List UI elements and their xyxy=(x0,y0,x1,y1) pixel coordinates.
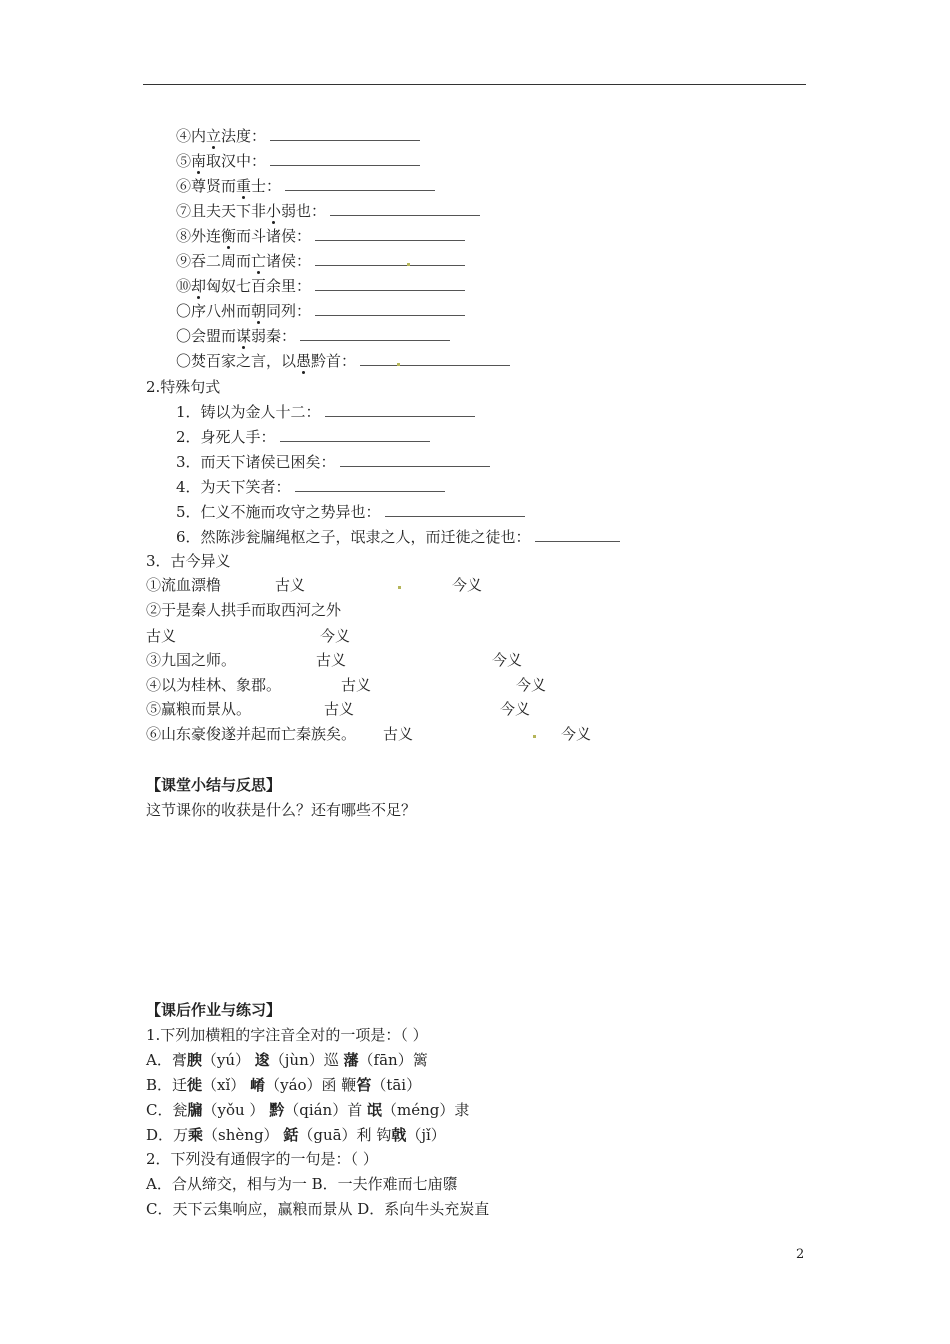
item-text: 同列： xyxy=(266,302,312,320)
item-marker: ⑥ xyxy=(176,177,192,195)
option-text: （xǐ） xyxy=(202,1076,251,1094)
item-marker: 〇 xyxy=(176,327,192,345)
section-1-item xyxy=(176,301,465,321)
question-2-option-line: C．天下云集响应，赢粮而景从 D．系向牛头充炭直 xyxy=(146,1200,490,1218)
item-marker: 〇 xyxy=(176,302,192,320)
sec3-question: ①流血漂橹 xyxy=(146,576,222,594)
emphasized-character: 亡 xyxy=(251,252,267,270)
answer-blank xyxy=(360,351,510,366)
jin-label: 今义 xyxy=(516,676,547,694)
item-text: 弱也： xyxy=(281,202,327,220)
emphasized-character: 朝 xyxy=(251,302,267,320)
section-3-heading: 3．古今异义 xyxy=(146,552,231,570)
item-text: 3．而天下诸侯已困矣： xyxy=(176,453,336,471)
summary-heading: 【课堂小结与反思】 xyxy=(146,776,282,794)
answer-blank xyxy=(325,402,475,417)
answer-blank xyxy=(285,176,435,191)
sec3-row-2: ②于是秦人拱手而取西河之外 xyxy=(146,601,342,619)
item-text: 而斗诸侯： xyxy=(236,227,312,245)
section-2-item xyxy=(176,477,445,497)
gu-label: 古义 xyxy=(146,627,177,645)
stray-dot xyxy=(407,263,410,266)
section-1-item xyxy=(176,201,480,221)
gu-label: 古义 xyxy=(316,651,347,669)
option-text: （guā）利 钩 xyxy=(298,1126,392,1144)
item-marker: ⑤ xyxy=(176,152,192,170)
jin-label: 今义 xyxy=(492,651,523,669)
question-1-option xyxy=(146,1125,446,1145)
item-text: 外连 xyxy=(191,227,222,245)
bold-character: 氓 xyxy=(367,1101,383,1119)
item-text: 吞二周而 xyxy=(191,252,252,270)
sec3-row-4: ④以为桂林、象郡。 xyxy=(146,676,282,694)
option-text: （tāi） xyxy=(371,1076,422,1094)
section-1-item xyxy=(176,276,465,296)
option-text: （jǐ） xyxy=(406,1126,446,1144)
section-1-item xyxy=(176,151,420,171)
item-marker: 〇 xyxy=(176,352,192,370)
item-marker: ⑩ xyxy=(176,277,192,295)
sec3-row-6: ⑥山东豪俊遂并起而亡秦族矣。 xyxy=(146,725,357,743)
gu-label: 古义 xyxy=(383,725,414,743)
question-1: 1.下列加横粗的字注音全对的一项是：（ ） xyxy=(146,1026,428,1044)
answer-blank xyxy=(270,151,420,166)
jin-label: 今义 xyxy=(561,725,592,743)
bold-character: 藩 xyxy=(343,1051,359,1069)
item-text: 匈奴七百余里： xyxy=(206,277,312,295)
bold-character: 銛 xyxy=(283,1126,299,1144)
item-text: 5．仁义不施而攻守之势异也： xyxy=(176,503,381,521)
answer-blank xyxy=(385,502,525,517)
homework-heading: 【课后作业与练习】 xyxy=(146,1001,282,1019)
bold-character: 徙 xyxy=(187,1076,203,1094)
emphasized-character: 立 xyxy=(206,127,222,145)
stray-dot xyxy=(533,735,536,738)
item-text: 内 xyxy=(191,127,207,145)
sec3-row-5: ⑤赢粮而景从。 xyxy=(146,700,252,718)
item-marker: ⑦ xyxy=(176,202,192,220)
gu-label: 古义 xyxy=(324,700,355,718)
option-text: （fān）篱 xyxy=(358,1051,428,1069)
answer-blank xyxy=(315,251,465,266)
item-text: 取汉中： xyxy=(206,152,267,170)
section-1-item xyxy=(176,326,450,346)
option-text: （qián）首 xyxy=(284,1101,367,1119)
option-text: D．万 xyxy=(146,1126,189,1144)
sec3-row-1 xyxy=(146,575,221,595)
question-2-option-line: A．合从缔交，相与为一 B．一夫作难而七庙隳 xyxy=(146,1175,458,1193)
item-text: 4．为天下笑者： xyxy=(176,478,291,496)
section-2-item xyxy=(176,502,525,522)
bold-character: 腴 xyxy=(186,1051,202,1069)
sec3-row-3: ③九国之师。 xyxy=(146,651,237,669)
item-text: 士： xyxy=(251,177,282,195)
section-2-item xyxy=(176,402,475,422)
emphasized-character: 小 xyxy=(266,202,282,220)
answer-blank xyxy=(535,527,620,542)
question-1-option xyxy=(146,1050,428,1070)
item-text: 且夫天下非 xyxy=(191,202,267,220)
emphasized-character: 重 xyxy=(236,177,252,195)
option-text: B．迁 xyxy=(146,1076,188,1094)
bold-character: 乘 xyxy=(188,1126,204,1144)
stray-dot xyxy=(397,363,400,366)
emphasized-character: 愚 xyxy=(296,352,312,370)
option-text: （yǒu ） xyxy=(202,1101,270,1119)
bold-character: 崤 xyxy=(250,1076,266,1094)
question-2: 2．下列没有通假字的一句是：（ ） xyxy=(146,1150,378,1168)
emphasized-character: 南 xyxy=(191,152,207,170)
item-marker: ⑧ xyxy=(176,227,192,245)
bold-character: 黔 xyxy=(269,1101,285,1119)
item-marker: ⑨ xyxy=(176,252,192,270)
bold-character: 笞 xyxy=(356,1076,372,1094)
answer-blank xyxy=(315,301,465,316)
section-2-item xyxy=(176,452,490,472)
item-marker: ④ xyxy=(176,127,192,145)
option-text: （jùn）巡 xyxy=(269,1051,344,1069)
section-2-heading: 2.特殊句式 xyxy=(146,378,221,396)
answer-blank xyxy=(340,452,490,467)
answer-blank xyxy=(315,226,465,241)
summary-question: 这节课你的收获是什么？还有哪些不足？ xyxy=(146,801,417,819)
question-1-option xyxy=(146,1075,421,1095)
option-text: A．膏 xyxy=(146,1051,187,1069)
answer-blank xyxy=(280,427,430,442)
option-text: C．瓮 xyxy=(146,1101,188,1119)
section-2-item xyxy=(176,527,620,547)
answer-blank xyxy=(270,126,420,141)
section-1-item xyxy=(176,251,465,271)
section-1-item xyxy=(176,176,435,196)
question-1-option xyxy=(146,1100,469,1120)
bold-character: 逡 xyxy=(254,1051,270,1069)
answer-blank xyxy=(300,326,450,341)
item-text: 2．身死人手： xyxy=(176,428,276,446)
section-1-item xyxy=(176,126,420,146)
answer-blank xyxy=(330,201,480,216)
answer-blank xyxy=(315,276,465,291)
item-text: 诸侯： xyxy=(266,252,312,270)
item-text: 焚百家之言，以 xyxy=(191,352,297,370)
option-text: （yáo）函 鞭 xyxy=(265,1076,357,1094)
answer-blank xyxy=(295,477,445,492)
item-text: 序八州而 xyxy=(191,302,252,320)
item-text: 1．铸以为金人十二： xyxy=(176,403,321,421)
item-text: 会盟而 xyxy=(191,327,237,345)
page-number: 2 xyxy=(796,1247,805,1262)
section-1-item xyxy=(176,226,465,246)
bold-character: 牖 xyxy=(187,1101,203,1119)
item-text: 弱秦： xyxy=(251,327,297,345)
stray-dot xyxy=(398,586,401,589)
option-text: （yú） xyxy=(201,1051,255,1069)
jin-label: 今义 xyxy=(452,576,483,594)
header-rule xyxy=(143,84,806,85)
item-text: 6．然陈涉瓮牖绳枢之子，氓隶之人，而迁徙之徒也： xyxy=(176,528,531,546)
item-text: 尊贤而 xyxy=(191,177,237,195)
gu-label: 古义 xyxy=(275,576,306,594)
emphasized-character: 谋 xyxy=(236,327,252,345)
jin-label: 今义 xyxy=(500,700,531,718)
section-2-item xyxy=(176,427,430,447)
emphasized-character: 衡 xyxy=(221,227,237,245)
item-text: 黔首： xyxy=(311,352,357,370)
option-text: （shèng） xyxy=(203,1126,284,1144)
section-1-item xyxy=(176,351,510,371)
item-text: 法度： xyxy=(221,127,267,145)
jin-label: 今义 xyxy=(320,627,351,645)
gu-label: 古义 xyxy=(341,676,372,694)
option-text: （méng）隶 xyxy=(382,1101,470,1119)
emphasized-character: 却 xyxy=(191,277,207,295)
bold-character: 戟 xyxy=(391,1126,407,1144)
